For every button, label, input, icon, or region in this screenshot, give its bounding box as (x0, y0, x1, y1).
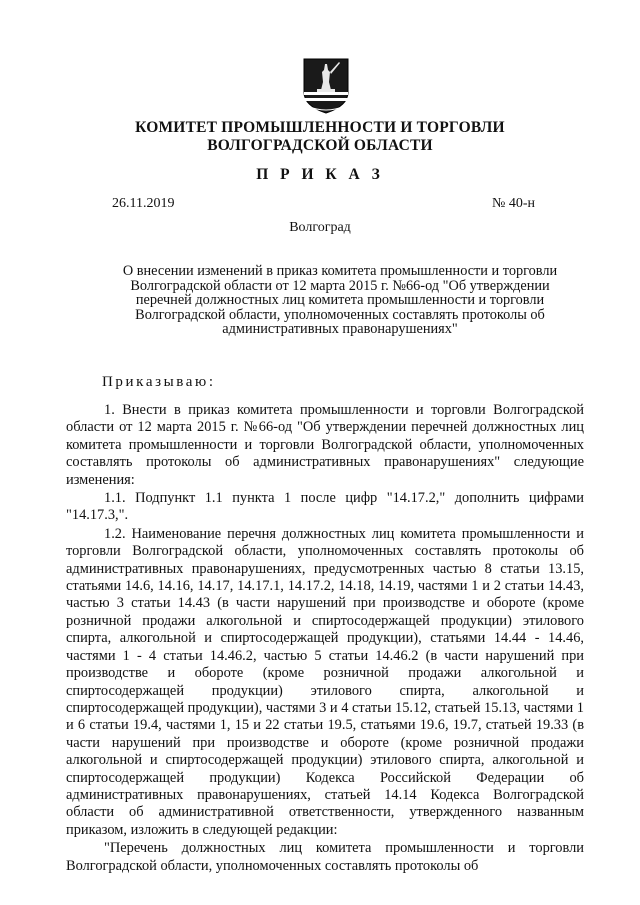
subject-line: административных правонарушениях" (222, 321, 458, 337)
subject-line: О внесении изменений в приказ комитета промышленности и торговли (122, 263, 558, 279)
decree-word: Приказываю: (102, 374, 216, 390)
body-paragraph: "Перечень должностных лиц комитета промышленности и торговли Волгоградской области, уполномоченных составлять протоколы об (66, 840, 584, 874)
organization-name-line-2: ВОЛГОГРАДСКОЙ ОБЛАСТИ (207, 137, 433, 154)
order-number: № 40-н (492, 196, 536, 211)
coat-of-arms-icon (303, 58, 349, 114)
subject-line: Волгоградской области от 12 марта 2015 г. №66-од "Об утверждении (130, 277, 550, 294)
order-subject (100, 264, 580, 337)
order-date: 26.11.2019 (112, 196, 175, 211)
order-body (66, 402, 584, 875)
subject-line: Волгоградской области, уполномоченных составлять протоколы об (135, 306, 545, 323)
order-city: Волгоград (289, 220, 351, 235)
body-paragraph: 1. Внести в приказ комитета промышленности и торговли Волгоградской области от 12 марта 2015 г. №66-од "Об утверждении перечней должностных лиц комитета промышленности и торговли Волгоградской области, уполномоченных составлять протоколы об административных правонарушениях" следующие изменения: (66, 402, 584, 488)
order-title: П Р И К А З (256, 166, 384, 183)
body-paragraph: 1.2. Наименование перечня должностных лиц комитета промышленности и торговли Волгоградской области, уполномоченных составлять протоколы об административных правонарушениях, предусмотренных частью 8 статьи 13.15, статьями 14.6, 14.16, 14.17, 14.17.1, 14.17.2, 14.18, 14.19, частями 1 и 2 статьи 14.43, частью 3 статьи 14.43 (в части нарушений при производстве и обороте (кроме розничной продажи алкогольной и спиртосодержащей продукции) этилового спирта, алкогольной и спиртосодержащей продукции), статьями 14.44 - 14.46, частями 1 - 4 статьи 14.46.2, частью 5 статьи 14.46.2 (в части нарушений при производстве и обороте (кроме розничной продажи алкогольной и спиртосодержащей продукции) этилового спирта, алкогольной и спиртосодержащей продукции), частями 3 и 4 статьи 15.12, статьей 15.13, частями 1 и 6 статьи 19.4, частями 1, 15 и 22 статьи 19.5, статьями 19.6, 19.7, статьей 19.33 (в части нарушений при производстве и обороте (кроме розничной продажи алкогольной и спиртосодержащей продукции) этилового спирта, алкогольной и спиртосодержащей продукции) Кодекса Российской Федерации об административных правонарушениях, статьей 14.14 Кодекса Волгоградской области об административной ответственности, утвержденного названным приказом, изложить в следующей редакции: (66, 525, 584, 838)
body-paragraph: 1.1. Подпункт 1.1 пункта 1 после цифр "14.17.2," дополнить цифрами "14.17.3,". (66, 490, 584, 524)
organization-name-line-1: КОМИТЕТ ПРОМЫШЛЕННОСТИ И ТОРГОВЛИ (135, 119, 505, 136)
subject-line: перечней должностных лиц комитета промышленности и торговли (135, 292, 545, 308)
